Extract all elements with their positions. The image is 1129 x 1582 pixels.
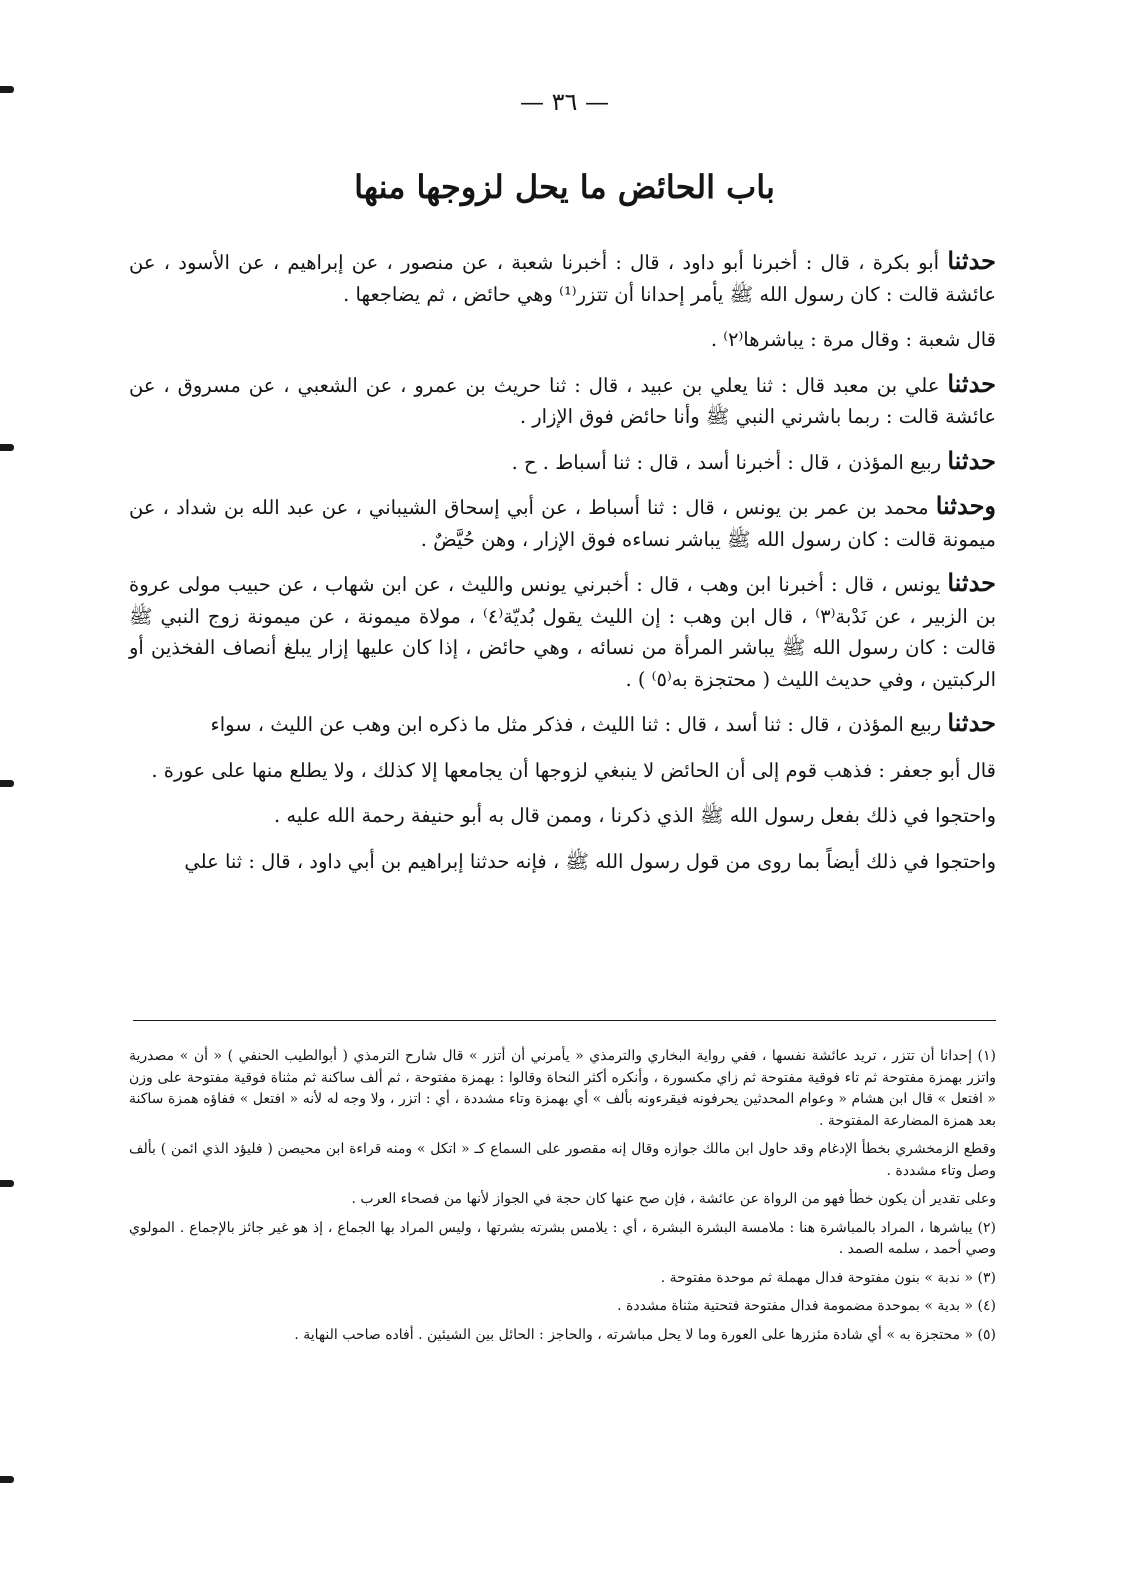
scan-edge-mark — [0, 1180, 14, 1187]
paragraph-text: واحتجوا في ذلك أيضاً بما روى من قول رسول الله ﷺ ، فإنه حدثنا إبراهيم بن أبي داود ، قال : ثنا علي — [184, 849, 996, 873]
paragraph-text: واحتجوا في ذلك بفعل رسول الله ﷺ الذي ذكرنا ، وممن قال به أبو حنيفة رحمة الله عليه . — [273, 804, 996, 827]
footnote: (٤) « بدية » بموحدة مضمومة فدال مفتوحة فتحتية مثناة مشددة . — [617, 1298, 996, 1314]
narration-keyword: حدثنا — [947, 368, 996, 398]
footnote: وقطع الزمخشري بخطأ الإدغام وقد حاول ابن مالك جوازه وقال إنه مقصور على السماع كـ « اتكل » ومنه قراءة ابن محيصن ( فليؤد الذي ائمن ) بألف وصل وتاء مشددة . — [129, 1141, 996, 1179]
narration-keyword: حدثنا — [947, 708, 996, 737]
hadith-paragraph — [129, 707, 996, 741]
hadith-paragraph — [129, 753, 996, 787]
footnote: (٥) « محتجزة به » أي شادة مئزرها على العورة وما لا يحل مباشرته ، والحاجز : الحائل بين الشيئين . أفاده صاحب النهاية . — [294, 1326, 996, 1343]
paragraph-text: أبو بكرة ، قال : أخبرنا أبو داود ، قال : أخبرنا شعبة ، عن منصور ، عن إبراهيم ، عن الأسود ، عن عائشة قالت : كان رسول الله ﷺ يأمر إحدانا أن تتزر⁽¹⁾ وهي حائض ، ثم يضاجعها . — [129, 251, 996, 306]
paragraph-text: قال أبو جعفر : فذهب قوم إلى أن الحائض لا ينبغي لزوجها أن يجامعها إلا كذلك ، ولا يطلع منها على عورة . — [151, 758, 996, 782]
footnote: وعلى تقدير أن يكون خطأ فهو من الرواة عن عائشة ، فإن صح عنها كان حجة في الجواز لأنها من فصحاء العرب . — [351, 1191, 996, 1207]
narration-keyword: حدثنا — [947, 246, 996, 275]
paragraph-text: ربيع المؤذن ، قال : ثنا أسد ، قال : ثنا الليث ، فذكر مثل ما ذكره ابن وهب عن الليث ، سواء — [210, 713, 948, 736]
footnote: (٣) « ندبة » بنون مفتوحة فدال مهملة ثم موحدة مفتوحة . — [660, 1269, 996, 1286]
hadith-paragraph — [129, 798, 996, 832]
hadith-paragraph — [129, 844, 996, 878]
paragraph-text: يونس ، قال : أخبرنا ابن وهب ، قال : أخبرني يونس والليث ، عن ابن شهاب ، عن حبيب مولى عروة بن الزبير ، عن نَدْبة⁽٣⁾ ، قال ابن وهب : إن الليث يقول بُديّة⁽٤⁾ ، مولاة ميمونة ، عن ميمونة زوج النبي ﷺ قالت : كان رسول الله ﷺ يباشر المرأة من نسائه ، وهي حائض ، إذا كان عليها إزار يبلغ أنصاف الفخذين أو الركبتين ، وفي حديث الليث ( محتجزة به⁽٥⁾ ) . — [129, 573, 996, 691]
paragraph-text: قال شعبة : وقال مرة : يباشرها⁽٢⁾ . — [710, 328, 996, 351]
chapter-title: باب الحائض ما يحل لزوجها منها — [354, 168, 775, 206]
scan-edge-mark — [0, 1476, 14, 1483]
hadith-paragraph — [129, 445, 996, 479]
hadith-paragraph — [129, 368, 996, 433]
footnote-separator — [133, 1020, 996, 1021]
page-number: — ٣٦ — — [519, 88, 610, 116]
hadith-paragraph — [129, 245, 996, 310]
hadith-paragraph — [129, 490, 996, 555]
main-text — [129, 245, 996, 889]
narration-keyword: وحدثنا — [935, 491, 996, 520]
footnote: (١) إحدانا أن تتزر ، تريد عائشة نفسها ، ففي رواية البخاري والترمذي « يأمرني أن أتزر » قال شارح الترمذي ( أبوالطيب الحنفي ) « أن » مصدرية واتزر بهمزة مفتوحة ثم تاء فوقية مفتوحة ثم زاي مكسورة ، وأنكره أكثر النحاة وقالوا : بهمزة مفتوحة ، ثم ألف ساكنة ثم مثناة فوقية مفتوحة على وزن « افتعل » قال ابن هشام « وعوام المحدثين يحرفونه فيقرءونه بألف » أي بهمزة وتاء مشددة ، أي : اتزر ، ولا وجه له لأنه « افتعل » ففاؤه همزة ساكنة بعد همزة المضارعة المفتوحة . — [129, 1048, 996, 1129]
paragraph-text: علي بن معبد قال : ثنا يعلي بن عبيد ، قال : ثنا حريث بن عمرو ، عن الشعبي ، عن مسروق ، عن عائشة قالت : ربما باشرني النبي ﷺ وأنا حائض فوق الإزار . — [129, 373, 996, 428]
footnotes — [129, 1046, 996, 1353]
scan-edge-mark — [0, 444, 14, 451]
hadith-paragraph — [129, 567, 996, 695]
paragraph-text: محمد بن عمر بن يونس ، قال : ثنا أسباط ، عن أبي إسحاق الشيباني ، عن عبد الله بن شداد ، عن ميمونة قالت : كان رسول الله ﷺ يباشر نساءه فوق الإزار ، وهن حُيَّضٌ . — [129, 496, 996, 551]
scan-edge-mark — [0, 780, 14, 787]
footnote: (٢) يباشرها ، المراد بالمباشرة هنا : ملامسة البشرة البشرة ، أي : يلامس بشرته بشرتها ، وليس المراد بها الجماع ، إذ هو غير جائز بالإجماع . المولوي وصي أحمد ، سلمه الصمد . — [129, 1219, 996, 1257]
narration-keyword: حدثنا — [947, 445, 996, 475]
hadith-paragraph — [129, 322, 996, 356]
narration-keyword: حدثنا — [947, 568, 996, 597]
paragraph-text: ربيع المؤذن ، قال : أخبرنا أسد ، قال : ثنا أسباط . ح . — [511, 450, 948, 474]
